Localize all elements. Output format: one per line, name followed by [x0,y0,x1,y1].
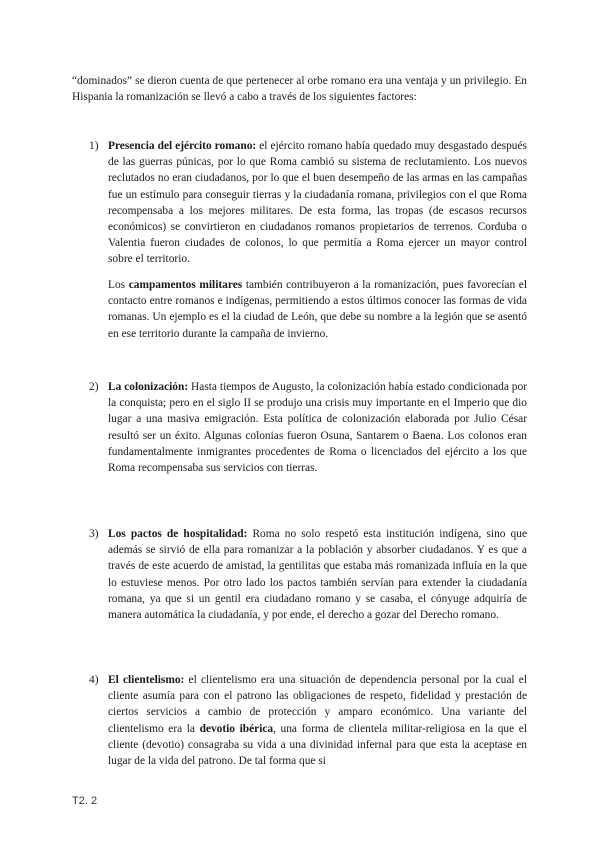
item-3-title: Los pactos de hospitalidad: [108,528,248,540]
item-4-text-post: , una forma de clientela militar-religiosa en la que el cliente (devotio) consagraba su vida a una divinidad infernal para que esta la aceptase en lugar de la vida del patrono. De tal forma que si [108,722,527,768]
intro-paragraph: “dominados” se dieron cuenta de que pertenecer al orbe romano era una ventaja y un privilegio. En Hispania la romanización se llevó a cabo a través de los siguientes factores: [72,75,527,104]
item-4-title: El clientelismo: [108,674,185,686]
item-4-text-bold: devotio ibérica [199,722,274,735]
item-2-title: La colonización: [108,381,189,393]
item-4-text-pre: el clientelismo era una situación de dependencia personal por la cual el cliente asumía para con el patrono las obligaciones de respeto, fidelidad y prestación de ciertos servicios a cambio de protección y amparo económico. Una variante del clientelismo era la [108,674,527,735]
item-1-subparagraph [108,277,527,342]
item-1-sub-bold: campamentos militares [128,279,243,291]
item-4-paragraph [108,672,527,769]
item-1-sub-pre: Los [108,279,129,291]
item-3-number: 3) [89,528,99,540]
item-2-number: 2) [89,381,99,393]
item-1-number: 1) [89,140,99,152]
item-3-paragraph [108,526,527,623]
item-1-text: el ejército romano había quedado muy desgastado después de las guerras púnicas, por lo que Roma cambió su sistema de reclutamiento. Los nuevos reclutados no eran ciudadanos, por lo que el buen desempeño de las armas en las campañas fue un estímulo para conseguir tierras y la ciudadanía romana, privilegios con el que Roma recompensaba a los mejores militares. De esta forma, las tropas (de escasos recursos económicos) se convirtieron en ciudadanos romanos propietarios de terrenos. Corduba o Valentia fueron ciudades de colonos, lo que permitía a Roma ejercer un mayor control sobre el territorio. [108,140,527,266]
item-1-title: Presencia del ejército romano: [108,140,257,152]
item-2-text: Hasta tiempos de Augusto, la colonización había estado condicionada por la conquista; pero en el siglo II se produjo una crisis muy importante en el Imperio que dio lugar a una masiva emigración. Esta política de colonización elaborada por Julio César resultó ser un éxito. Algunas colonias fueron Osuna, Santarem o Baena. Los colonos eran fundamentalmente inmigrantes procedentes de Roma o licenciados del ejército a los que Roma recompensaba sus servicios con tierras. [108,381,527,475]
item-3-text: Roma no solo respetó esta institución indígena, sino que además se sirvió de ella para romanizar a la población y absorber ciudadanos. Y es que a través de este acuerdo de amistad, la gentilitas que estaba más romanizada influía en la que lo estuviese menos. Por otro lado los pactos también servían para extender la ciudadanía romana, ya que si un gentil era ciudadano romano y se casaba, el cónyuge adquiría de manera automática la ciudadanía, y por ende, el derecho a gozar del Derecho romano. [108,528,528,622]
item-1-paragraph [108,138,527,268]
item-2-paragraph [108,379,527,476]
page-footer: T2. 2 [72,795,98,807]
item-4-number: 4) [89,674,99,686]
item-1-sub-post: también contribuyeron a la romanización, pues favorecían el contacto entre romanos e indígenas, permitiendo a estos últimos conocer las formas de vida romanas. Un ejemplo es el la ciudad de León, que debe su nombre a la legión que se asentó en ese territorio durante la campaña de invierno. [108,279,527,340]
